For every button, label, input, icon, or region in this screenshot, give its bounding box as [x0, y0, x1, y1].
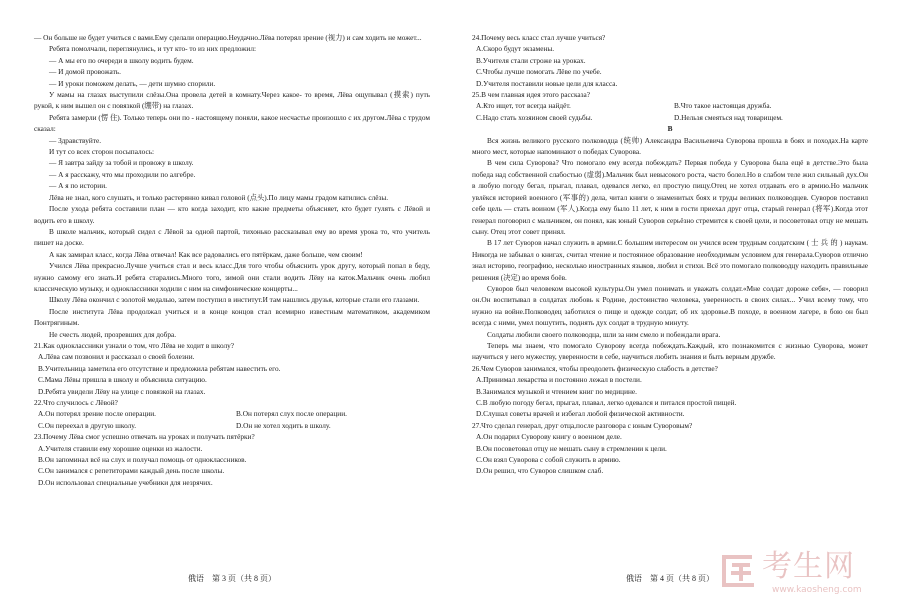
- article-paragraph: Учился Лёва прекрасно.Лучше учиться стал и весь класс.Для того чтобы объяснить урок другу, который попал в беду, нужно самому его знать.И ребята старались.Много того, зимой они стали водить Лёву на каток.Мальчик очень любил классическую музыку, и одноклассники ходили с ним на симфонические концерты...: [34, 261, 430, 293]
- question-stem: 22.Что случилось с Лёвой?: [34, 398, 118, 407]
- answer-options: [34, 408, 430, 431]
- answer-option: D.Он не хотел ходить в школу.: [236, 420, 331, 430]
- answer-options: [472, 431, 868, 477]
- article-paragraph: — А мы его по очереди в школу водить будем.: [49, 55, 194, 65]
- left-page: [34, 32, 430, 598]
- answer-option: A.Скоро будут экзамены.: [476, 44, 555, 54]
- question-stem: 26.Чем Суворов занимался, чтобы преодолеть физическую слабость в детстве?: [472, 363, 718, 373]
- article-paragraph: Солдаты любили своего полководца, шли за ним смело и побеждали врага.: [487, 329, 721, 339]
- answer-option: C.Он взял Суворова с собой служить в армию.: [476, 455, 621, 465]
- question-block: [34, 340, 430, 397]
- question-block: [34, 431, 430, 488]
- answer-option: A.Учителя ставили ему хорошие оценки из жалости.: [38, 443, 203, 453]
- article-paragraph: А как замирал класс, когда Лёва отвечал! Как все радовались его пятёркам, даже больше, чем своим!: [49, 249, 363, 259]
- article-paragraph: У мамы на глазах выступили слёзы.Она провела детей в комнату.Через какое- то время, Лёва ощупывал (摸索) путь рукой, к ним вышел он с повязкой (绷带) на глазах.: [34, 90, 430, 111]
- article-paragraph: — И уроки поможем делать, — дети шумно спорили.: [49, 78, 216, 88]
- question-block: [472, 363, 868, 420]
- watermark-text: 考生网: [762, 549, 855, 584]
- watermark-logo-icon: [720, 552, 756, 590]
- question-block: [472, 420, 868, 477]
- watermark: [720, 549, 898, 596]
- article-paragraph: Суворов был человеком высокой культуры.Он умел понимать и уважать солдат.«Мне солдат дороже себя», — говорил он.Он воспитывал в солдатах любовь к Родине, достоинство человека, уверенность в своих силах... Учил всему тому, что нужно на войне.Полководец заботился о пище и одежде солдат, об их здоровье.В походе, в военном лагере, в бою он был всегда с ними, умел пошутить, поднять дух солдат в трудную минуту.: [472, 283, 868, 328]
- right-questions-top: [472, 32, 868, 123]
- answer-options: [34, 351, 430, 397]
- right-page: [472, 32, 868, 598]
- answer-option: C.Он переехал в другую школу.: [38, 420, 137, 430]
- answer-option: C.Чтобы лучше помогать Лёве по учебе.: [476, 67, 602, 77]
- article-paragraph: Вся жизнь великого русского полководца (统帅) Александра Васильевича Суворова прошла в боях и походах.На карте много мест, которые напоминают о победах Суворова.: [472, 135, 868, 157]
- article-paragraph: Теперь мы знаем, что помогало Суворову всегда побеждать.Каждый, кто познакомится с жизнью Суворова, может научиться у него мужеству, уверенности в себе, научиться любить знания и быть верным дружбе.: [472, 340, 868, 362]
- answer-options: [34, 443, 430, 489]
- answer-option: B.Он посоветовал отцу не мешать сыну в стремлении к цели.: [476, 443, 667, 453]
- article-paragraph: И тут со всех сторон посыпалось:: [49, 147, 155, 157]
- article-paragraph: Школу Лёва окончил с золотой медалью, затем поступил в институт.И там нашлись друзья, которые стали его глазами.: [49, 295, 420, 305]
- answer-option: C.В любую погоду бегал, прыгал, плавал, легко одевался и питался простой пищей.: [476, 398, 737, 407]
- right-page-footer: 俄语 第 4 页（共 8 页）: [626, 574, 714, 583]
- answer-option: A.Он подарил Суворову книгу о военном деле.: [476, 432, 622, 442]
- watermark-url: www.kaosheng.com: [772, 585, 862, 595]
- article-paragraph: После ухода ребята составили план — кто когда заходит, кто какие предметы объясняет, кто будет гулять с Лёвой и водить его в школу.: [34, 204, 430, 225]
- answer-option: D.Слушал советы врачей и избегал любой физической активности.: [476, 409, 685, 419]
- answer-option: B.Он потерял слух после операции.: [236, 409, 347, 419]
- article-paragraph: В школе мальчик, который сидел с Лёвой за одной партой, тихонько рассказывал ему во время урока то, что учитель пишет на доске.: [34, 226, 430, 248]
- answer-option: B.Он запоминал всё на слух и получал помощь от одноклассников.: [38, 455, 247, 465]
- article-paragraph: После института Лёва продолжал учиться и в конце концов стал всемирно известным математиком, академиком Понтрягиным.: [34, 306, 430, 328]
- answer-option: C.Надо стать хозяином своей судьбы.: [476, 112, 593, 122]
- right-questions-bottom: [472, 363, 868, 477]
- article-paragraph: — А я расскажу, что мы проходили по алгебре.: [49, 169, 196, 179]
- question-block: [34, 397, 430, 431]
- answer-option: D.Он использовал специальные учебники для незрячих.: [38, 477, 213, 487]
- article-paragraph: — Здравствуйте.: [49, 135, 102, 145]
- article-paragraph: — А я по истории.: [49, 181, 107, 191]
- question-stem: 21.Как одноклассники узнали о том, что Лёва не ходит в школу?: [34, 340, 235, 350]
- answer-option: A.Кто ищет, тот всегда найдёт.: [476, 101, 571, 111]
- answer-options: [472, 374, 868, 420]
- left-article: [34, 32, 430, 340]
- answer-option: D.Учителя поставили новые цели для класса.: [476, 78, 618, 88]
- answer-options: [472, 100, 868, 123]
- answer-option: B.Учительница заметила его отсутствие и предложила ребятам навестить его.: [38, 363, 281, 373]
- answer-option: B.Что такое настоящая дружба.: [674, 101, 772, 111]
- article-paragraph: Не счесть людей, прозревших для добра.: [49, 329, 177, 339]
- answer-option: A.Принимал лекарства и постоянно лежал в постели.: [476, 375, 642, 385]
- answer-option: C.Он занимался с репетиторами каждый день после школы.: [38, 466, 225, 476]
- article-paragraph: — И домой провожать.: [49, 67, 121, 77]
- section-letter: B: [667, 124, 673, 134]
- answer-option: C.Мама Лёвы пришла в школу и объяснила ситуацию.: [38, 375, 207, 385]
- question-stem: 23.Почему Лёва смог успешно отвечать на уроках и получать пятёрки?: [34, 432, 255, 442]
- article-paragraph: — Он больше не будет учиться с вами.Ему сделали операцию.Неудачно.Лёва потерял зрение (视力) и сам ходить не может...: [34, 33, 422, 42]
- question-stem: 24.Почему весь класс стал лучше учиться?: [472, 33, 606, 42]
- answer-option: B.Занимался музыкой и чтением книг по медицине.: [476, 386, 637, 396]
- left-questions: [34, 340, 430, 488]
- question-stem: 27.Что сделал генерал, друг отца,после разговора с юным Суворовым?: [472, 420, 693, 430]
- article-paragraph: Ребята замерли (愣 住). Только теперь они по - настоящему поняли, какое несчастье произошло с их другом.Лёва с трудом сказал:: [34, 112, 430, 134]
- answer-option: D.Нельзя смеяться над товарищем.: [674, 112, 783, 122]
- article-paragraph: В 17 лет Суворов начал служить в армии.С большим интересом он учился всем трудным солдатским ( 士 兵 的 ) наукам. Никогда не забывал о книгах, считал чтение и постоянное образование необходимым условием для генерала.Суворов отлично знал историю, географию, несколько иностранных языков, любил и стихи. Всё это помогало полководцу находить правильные решения (决定) во время боёв.: [472, 238, 868, 282]
- article-paragraph: Ребята помолчали, переглянулись, и тут кто- то из них предложил:: [49, 44, 256, 54]
- answer-option: D.Он решил, что Суворов слишком слаб.: [476, 466, 604, 476]
- right-article: [472, 135, 868, 363]
- article-paragraph: В чем сила Суворова? Что помогало ему всегда побеждать? Первая победа у Суворова была ещё в детстве.Это была победа над собственной слабостью (虚弱).Мальчик был невысокого роста, часто болел.Но в слабом теле жил сильный дух.Он в любую погоду бегал, прыгал, плавал, одевался легко, ел простую пищу.Отец не хотел отдавать его в армию.Но мальчик увлёкся историей военного (军事的) дела, читал книги о знаменитых боях и труды великих полководцев. Суворов поставил себе цель — стать воином (军人).Когда ему было 11 лет, к ним в гости приехал друг отца, старый генерал (将军).Когда этот генерал поговорил с мальчиком, он понял, как юный Суворов серьёзно стремится к своей цели, и посоветовал отцу не мешать сыну. Отец этот совет принял.: [472, 158, 868, 236]
- answer-option: A.Он потерял зрение после операции.: [38, 409, 156, 419]
- answer-options: [472, 43, 868, 89]
- answer-option: B.Учителя стали строже на уроках.: [476, 55, 586, 65]
- article-paragraph: Лёва не знал, кого слушать, и только растерянно кивал головой (点头).По лицу мамы градом катились слёзы.: [49, 192, 389, 202]
- question-block: [472, 32, 868, 89]
- answer-option: A.Лёва сам позвонил и рассказал о своей болезни.: [38, 352, 195, 362]
- left-page-footer: 俄语 第 3 页（共 8 页）: [188, 574, 276, 583]
- answer-option: D.Ребята увидели Лёву на улице с повязкой на глазах.: [38, 386, 206, 396]
- article-paragraph: — Я завтра зайду за тобой и провожу в школу.: [49, 158, 194, 168]
- question-block: [472, 89, 868, 123]
- question-stem: 25.В чем главная идея этого рассказа?: [472, 90, 591, 100]
